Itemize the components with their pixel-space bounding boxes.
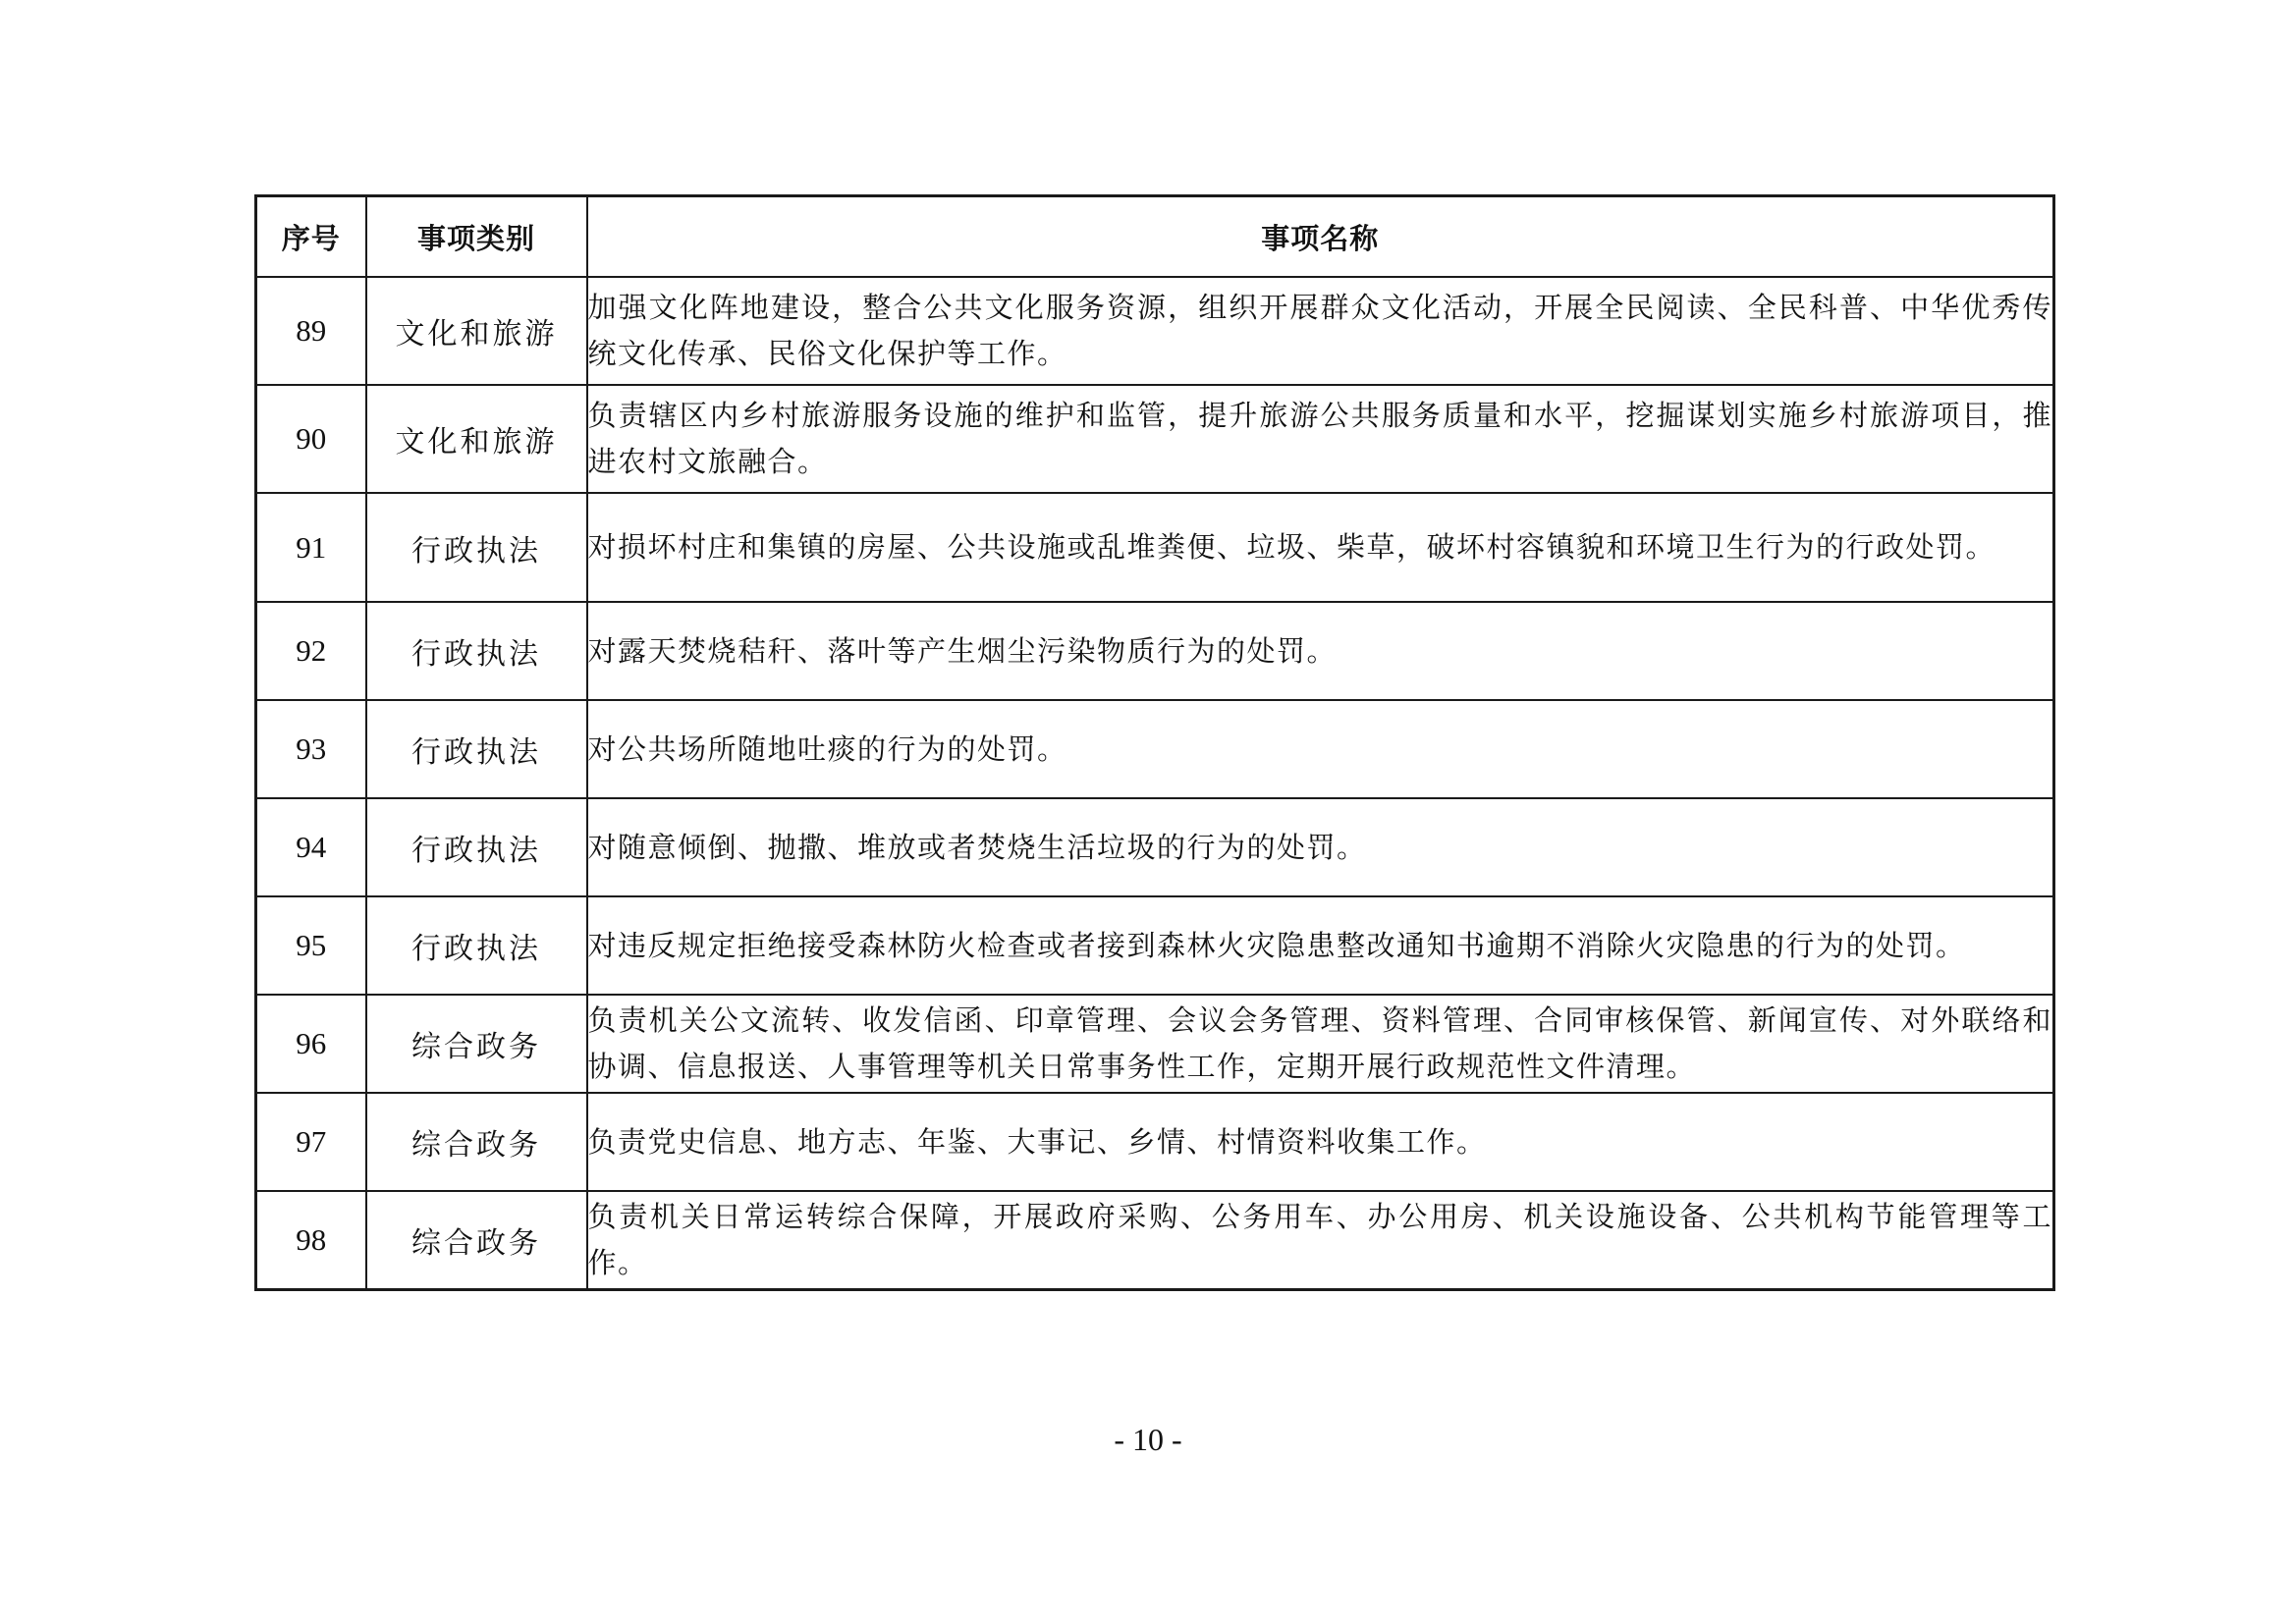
row-name: 对露天焚烧秸秆、落叶等产生烟尘污染物质行为的处罚。 — [587, 602, 2054, 700]
table-row — [256, 602, 2054, 700]
row-category: 综合政务 — [366, 995, 587, 1093]
header-seq: 序号 — [256, 196, 366, 278]
row-category: 行政执法 — [366, 493, 587, 602]
table-row — [256, 1191, 2054, 1290]
row-seq: 97 — [256, 1093, 366, 1191]
page-number: - 10 - — [1114, 1422, 1182, 1457]
row-seq: 95 — [256, 896, 366, 995]
row-name: 对公共场所随地吐痰的行为的处罚。 — [587, 700, 2054, 798]
row-category: 行政执法 — [366, 896, 587, 995]
row-name: 负责机关日常运转综合保障，开展政府采购、公务用车、办公用房、机关设施设备、公共机构节能管理等工作。 — [587, 1191, 2054, 1290]
header-name: 事项名称 — [587, 196, 2054, 278]
row-category: 行政执法 — [366, 700, 587, 798]
table-row — [256, 995, 2054, 1093]
table-body — [256, 277, 2054, 1290]
row-category: 文化和旅游 — [366, 385, 587, 493]
row-name: 对违反规定拒绝接受森林防火检查或者接到森林火灾隐患整改通知书逾期不消除火灾隐患的行为的处罚。 — [587, 896, 2054, 995]
row-seq: 93 — [256, 700, 366, 798]
row-seq: 96 — [256, 995, 366, 1093]
row-name: 对随意倾倒、抛撒、堆放或者焚烧生活垃圾的行为的处罚。 — [587, 798, 2054, 896]
table-row — [256, 798, 2054, 896]
row-seq: 90 — [256, 385, 366, 493]
table-row — [256, 493, 2054, 602]
header-category: 事项类别 — [366, 196, 587, 278]
row-category: 行政执法 — [366, 602, 587, 700]
table-row — [256, 385, 2054, 493]
table-header — [256, 196, 2054, 278]
table-row — [256, 700, 2054, 798]
row-seq: 94 — [256, 798, 366, 896]
row-name: 负责辖区内乡村旅游服务设施的维护和监管，提升旅游公共服务质量和水平，挖掘谋划实施乡村旅游项目，推进农村文旅融合。 — [587, 385, 2054, 493]
row-category: 行政执法 — [366, 798, 587, 896]
table-row — [256, 896, 2054, 995]
row-category: 综合政务 — [366, 1191, 587, 1290]
row-category: 综合政务 — [366, 1093, 587, 1191]
items-table — [254, 194, 2055, 1291]
row-name: 加强文化阵地建设，整合公共文化服务资源，组织开展群众文化活动，开展全民阅读、全民科普、中华优秀传统文化传承、民俗文化保护等工作。 — [587, 277, 2054, 385]
row-seq: 92 — [256, 602, 366, 700]
table-row — [256, 1093, 2054, 1191]
table-row — [256, 277, 2054, 385]
row-name: 负责党史信息、地方志、年鉴、大事记、乡情、村情资料收集工作。 — [587, 1093, 2054, 1191]
row-category: 文化和旅游 — [366, 277, 587, 385]
row-seq: 91 — [256, 493, 366, 602]
row-name: 对损坏村庄和集镇的房屋、公共设施或乱堆粪便、垃圾、柴草，破坏村容镇貌和环境卫生行为的行政处罚。 — [587, 493, 2054, 602]
row-seq: 89 — [256, 277, 366, 385]
row-seq: 98 — [256, 1191, 366, 1290]
row-name: 负责机关公文流转、收发信函、印章管理、会议会务管理、资料管理、合同审核保管、新闻宣传、对外联络和协调、信息报送、人事管理等机关日常事务性工作，定期开展行政规范性文件清理。 — [587, 995, 2054, 1093]
